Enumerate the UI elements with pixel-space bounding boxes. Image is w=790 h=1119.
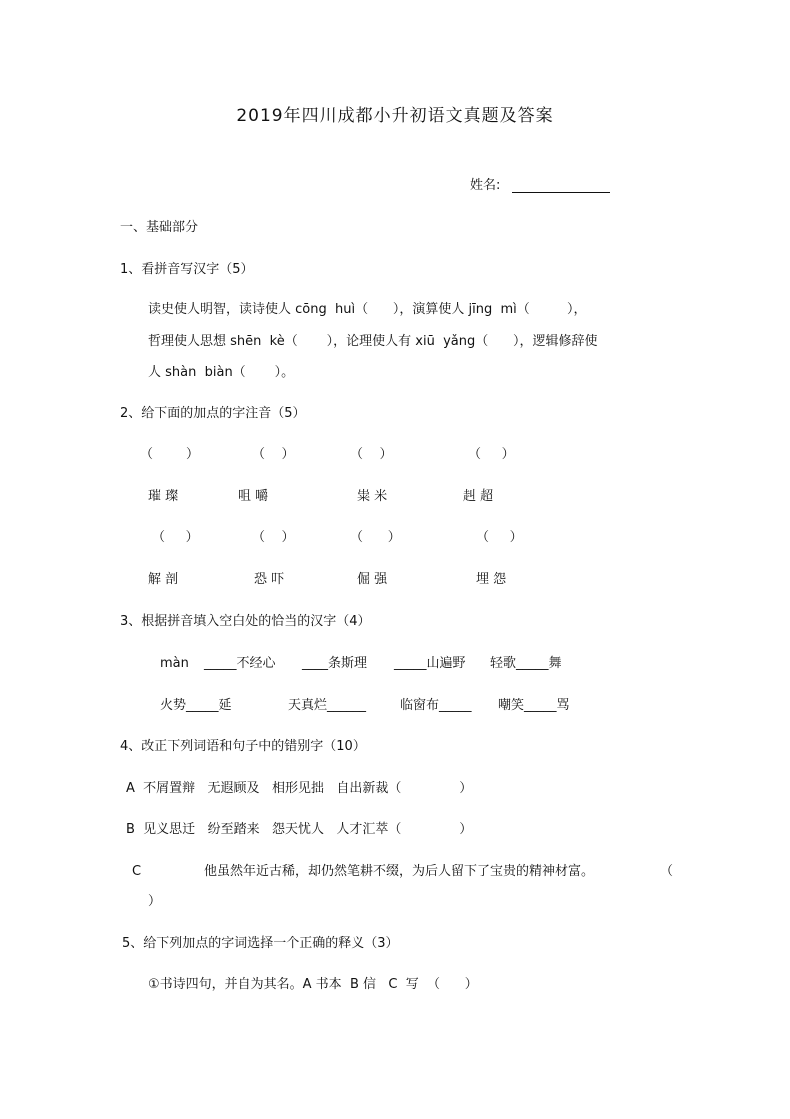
q2-word: 解 剖 [148,572,179,587]
q4-line-c-paren-close: ） [148,894,162,909]
q4-heading: 4、改正下列词语和句子中的错别字（10） [120,739,366,754]
document-title: 2019年四川成都小升初语文真题及答案 [236,106,554,126]
q2-word: 咀 嚼 [238,489,269,504]
q2-word: 恐 吓 [254,572,285,587]
q1-heading: 1、看拼音写汉字（5） [120,262,254,277]
q4-line-c-paren-open: （ [660,864,674,879]
q3-blank-item: 嘲笑_____骂 [498,698,570,713]
q3-blank-item: 天真烂______ [288,698,367,713]
q3-blank-item: _____山遍野 [394,656,466,671]
q1-line1: 读史使人明智，读诗使人 cōng huì（ ），演算使人 jīng mì（ ）， [148,302,587,317]
q2-word: 埋 怨 [476,572,507,587]
q2-paren: （ ） [252,530,295,545]
q2-paren: （ ） [252,447,295,462]
name-label: 姓名: [470,178,501,193]
q3-pinyin: màn [160,656,189,671]
q2-word: 璀 璨 [148,489,179,504]
q2-heading: 2、给下面的加点的字注音（5） [120,406,306,421]
q2-paren: （ ） [350,447,393,462]
q2-paren: （ ） [140,447,200,462]
q4-line-c-text: 他虽然年近古稀，却仍然笔耕不缀，为后人留下了宝贵的精神材富。 [204,864,595,879]
q2-word: 粜 米 [357,489,388,504]
q3-blank-item: _____不经心 [204,656,276,671]
q4-line-a: A 不屑置辩 无遐顾及 相形见拙 自出新裁（ ） [126,781,473,796]
q3-blank-item: 临窗布_____ [400,698,472,713]
section-heading: 一、基础部分 [120,220,199,235]
q2-word: 倔 强 [357,572,388,587]
q2-paren: （ ） [468,447,515,462]
q2-paren: （ ） [152,530,199,545]
q3-blank-item: 轻歌_____舞 [490,656,562,671]
q4-line-c-label: C [132,864,142,879]
q3-blank-item: ____条斯理 [302,656,368,671]
q3-blank-item: 火势_____延 [160,698,232,713]
q5-line1: ①书诗四句，并自为其名。A 书本 B 信 C 写 （ ） [148,977,478,992]
q1-line2: 哲理使人思想 shēn kè（ ），论理使人有 xiū yǎng（ ），逻辑修辞使 [148,334,598,349]
q3-heading: 3、根据拼音填入空白处的恰当的汉字（4） [120,614,371,629]
q5-heading: 5、给下列加点的字词选择一个正确的释义（3） [122,936,399,951]
name-blank [512,192,610,193]
q1-line3: 人 shàn biàn（ ）。 [148,365,295,380]
q4-line-b: B 见义思迁 纷至踏来 怨天忧人 人才汇萃（ ） [126,822,473,837]
q2-paren: （ ） [350,530,401,545]
q2-paren: （ ） [476,530,523,545]
q2-word: 赳 超 [463,489,494,504]
